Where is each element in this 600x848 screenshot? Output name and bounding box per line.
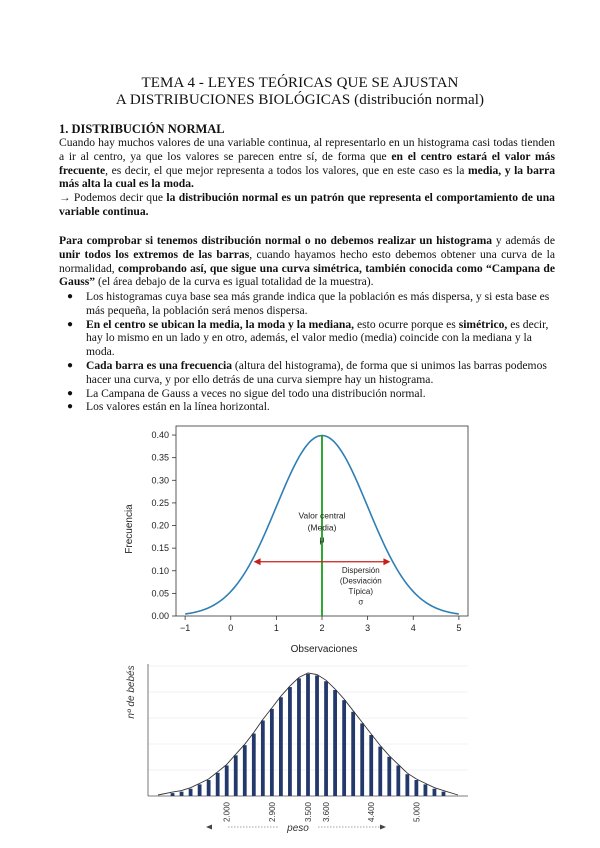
histogram-bar bbox=[324, 681, 328, 796]
histogram-bar bbox=[261, 720, 265, 796]
bullet-1-text: Los histogramas cuya base sea más grande indica que la población es más dispersa, y si esta base es más pequeña, la población será menos dispersa. bbox=[86, 290, 550, 317]
x-tick-label: 1 bbox=[273, 623, 279, 633]
bullet-icon: ● bbox=[67, 401, 74, 413]
p2-text-a: → Podemos decir que bbox=[59, 191, 167, 204]
list-item bbox=[59, 318, 559, 359]
bullet-icon: ● bbox=[67, 291, 74, 302]
paragraph-conclusion bbox=[59, 191, 555, 219]
dispersion-annotation-text: Típica) bbox=[348, 587, 374, 597]
histogram-bar bbox=[171, 793, 175, 796]
x-axis-label: Observaciones bbox=[290, 644, 358, 655]
p1-bold-d: media, y la barra más alta la cual es la moda. bbox=[59, 163, 555, 191]
p3-bold-a: Para comprobar si tenemos distribución normal o no debemos realizar un histograma bbox=[59, 234, 493, 247]
p1-text-c: , es decir, el que mejor representa a todos los valores, que en este caso es la bbox=[105, 163, 469, 177]
dispersion-annotation-text: σ bbox=[358, 597, 364, 607]
histogram-bar bbox=[180, 792, 184, 796]
y-tick-label: 0.30 bbox=[151, 475, 169, 486]
histogram-bar bbox=[369, 735, 373, 796]
y-tick-label: 0.20 bbox=[151, 520, 169, 531]
histogram-bar bbox=[396, 766, 400, 797]
x-tick-label: 2 bbox=[319, 623, 325, 633]
histogram-bar bbox=[360, 723, 364, 796]
arrow-left-icon bbox=[206, 825, 212, 830]
bullet-4-text: La Campana de Gauss a veces no sigue del todo una distribución normal. bbox=[86, 386, 426, 400]
histogram-bar bbox=[270, 709, 274, 796]
y-tick-label: 0.40 bbox=[151, 430, 169, 441]
histogram-bar bbox=[279, 697, 283, 796]
normal-distribution-chart bbox=[118, 418, 478, 656]
center-annotation-text: (Media) bbox=[307, 522, 337, 533]
histogram-bar bbox=[216, 773, 220, 796]
bullet-list bbox=[59, 290, 559, 414]
histogram-bar bbox=[424, 784, 428, 796]
x-tick-label: 4.400 bbox=[367, 802, 377, 823]
histogram-bar bbox=[387, 757, 391, 796]
histogram-bar bbox=[442, 792, 446, 796]
y-axis-label: nº de bebés bbox=[126, 665, 137, 719]
x-tick-label: 3.500 bbox=[304, 802, 313, 823]
list-item bbox=[59, 387, 559, 401]
x-tick-label: 0 bbox=[228, 623, 234, 633]
histogram-bar bbox=[225, 766, 229, 797]
histogram-bar bbox=[333, 690, 337, 796]
x-tick-label: 2.000 bbox=[222, 802, 232, 823]
arrow-right-head-icon bbox=[383, 558, 390, 565]
histogram-bar bbox=[288, 687, 292, 796]
list-item bbox=[59, 359, 559, 387]
histogram-bar bbox=[234, 755, 238, 796]
p3-text-d: , cuando hayamos hecho esto debemos obtener una curva de la normalidad, bbox=[59, 247, 555, 275]
p1-bold-b: en el centro estará el valor más frecuente bbox=[59, 149, 555, 177]
list-item bbox=[59, 290, 559, 318]
bullet-icon: ● bbox=[67, 318, 74, 330]
p3-bold-c: unir todos los extremos de las barras bbox=[59, 247, 250, 261]
p3-text-f: (el área debajo de la curva es igual totalidad de la muestra). bbox=[95, 275, 374, 289]
histogram-bar bbox=[342, 700, 346, 796]
bullet-5-text: Los valores están en la línea horizontal. bbox=[86, 400, 270, 414]
y-tick-label: 0.35 bbox=[151, 452, 169, 463]
p2-bold-b: la distribución normal es un patrón que representa el comportamiento de una variable continua. bbox=[59, 191, 555, 218]
histogram-bar bbox=[189, 789, 193, 796]
title-line-1: TEMA 4 - LEYES TEÓRICAS QUE SE AJUSTAN bbox=[141, 75, 459, 91]
y-axis-label: Frecuencia bbox=[124, 504, 135, 554]
y-tick-label: 0.25 bbox=[151, 497, 169, 508]
bullet-2-text-b: esto ocurre porque es bbox=[354, 317, 459, 331]
bullet-icon: ● bbox=[67, 359, 74, 371]
document-title bbox=[0, 75, 600, 109]
histogram-bar bbox=[207, 780, 211, 796]
y-tick-label: 0.10 bbox=[151, 565, 169, 576]
histogram-bar bbox=[405, 774, 409, 796]
x-axis-label: peso bbox=[287, 823, 309, 834]
paragraph-intro bbox=[59, 136, 555, 191]
paragraph-histogram bbox=[59, 234, 555, 289]
list-item bbox=[59, 400, 559, 414]
bullet-icon: ● bbox=[67, 387, 74, 399]
histogram-bar bbox=[252, 734, 256, 796]
dispersion-annotation-text: (Desviación bbox=[339, 576, 382, 586]
x-tick-label: 5 bbox=[456, 623, 462, 633]
histogram-bar bbox=[433, 789, 437, 796]
section-heading: 1. DISTRIBUCIÓN NORMAL bbox=[59, 122, 225, 136]
center-annotation-text: μ bbox=[319, 534, 325, 545]
histogram-bar bbox=[297, 678, 301, 796]
histogram-bar bbox=[378, 747, 382, 796]
histogram-bar bbox=[198, 784, 202, 796]
y-tick-label: 0.15 bbox=[151, 543, 169, 554]
bullet-3-text-b: (altura del histograma), de forma que si unimos las barras podemos hacer una curva, y por ello detrás de una curva siempre hay un histograma. bbox=[86, 358, 547, 386]
p3-text-b: y además de bbox=[492, 234, 555, 247]
histogram-bar bbox=[315, 675, 319, 796]
y-tick-label: 0.00 bbox=[151, 611, 169, 621]
p1-text-a: Cuando hay muchos valores de una variable continua, al representarlo en un histograma casi todas tienden a ir al centro, ya que los valores se parecen entre sí, de forma que bbox=[59, 136, 555, 163]
bullet-3-bold-a: Cada barra es una frecuencia bbox=[86, 358, 232, 372]
x-tick-label: −1 bbox=[179, 623, 191, 633]
histogram-bar bbox=[351, 712, 355, 796]
arrow-right-icon bbox=[380, 825, 386, 830]
x-tick-label: 4 bbox=[410, 623, 416, 633]
x-tick-label: 3 bbox=[365, 623, 371, 633]
arrow-left-head-icon bbox=[254, 558, 261, 565]
bullet-2-text-d: es decir, hay lo mismo en un lado y en otro, además, el valor medio (media) coincide con la mediana y la moda. bbox=[86, 317, 549, 359]
x-tick-label: 2.900 bbox=[267, 802, 277, 823]
p3-bold-e: comprobando así, que sigue una curva simétrica, también conocida como “Campana de Gauss” bbox=[59, 261, 555, 289]
dispersion-annotation-text: Dispersión bbox=[341, 566, 380, 576]
histogram-bar bbox=[306, 674, 310, 796]
histogram-bar bbox=[243, 745, 247, 796]
histogram-bar bbox=[414, 780, 418, 796]
title-line-2: A DISTRIBUCIONES BIOLÓGICAS (distribución normal) bbox=[115, 92, 485, 108]
histogram-chart bbox=[118, 656, 478, 838]
x-tick-label: 5.000 bbox=[412, 802, 422, 823]
bullet-2-bold-a: En el centro se ubican la media, la moda y la mediana, bbox=[86, 317, 355, 331]
x-tick-label: 3.600 bbox=[322, 802, 332, 823]
bullet-2-bold-c: simétrico, bbox=[458, 317, 508, 331]
center-annotation-text: Valor central bbox=[298, 510, 346, 521]
y-tick-label: 0.05 bbox=[151, 588, 169, 599]
